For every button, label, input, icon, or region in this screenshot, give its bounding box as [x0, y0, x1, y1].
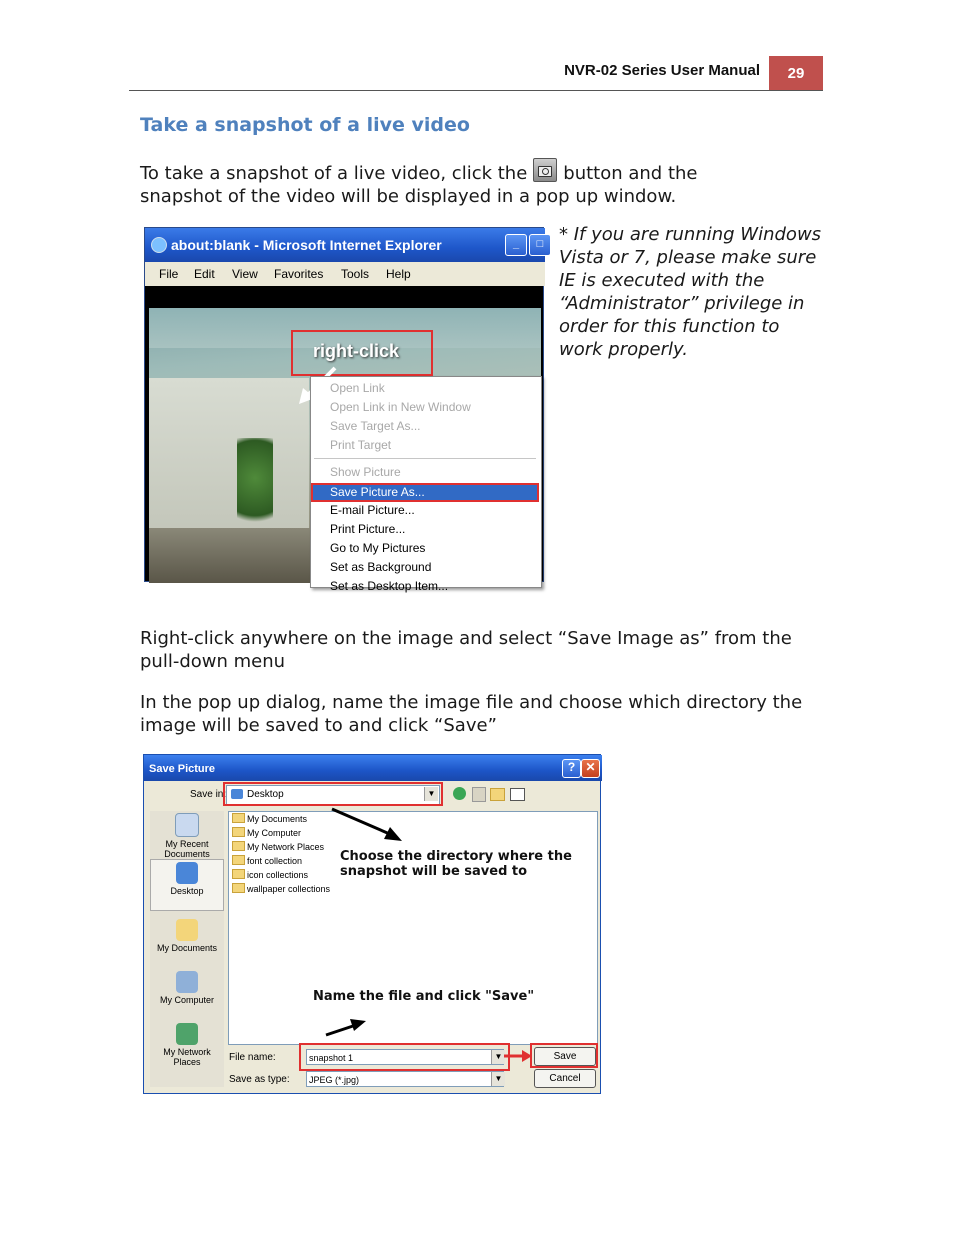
page-number: 29 [769, 56, 823, 90]
file-name-highlight [299, 1043, 510, 1071]
place-my-network-places[interactable] [150, 1023, 224, 1067]
close-icon[interactable]: ✕ [581, 759, 600, 778]
ie-logo-icon [151, 237, 167, 253]
dialog-paragraph: In the pop up dialog, name the image file and choose which directory the image will be saved to and click “Save” [140, 692, 803, 736]
intro-text-before: To take a snapshot of a live video, click the [140, 163, 528, 184]
up-folder-icon[interactable] [472, 787, 486, 802]
maximize-icon[interactable]: □ [529, 234, 551, 256]
ctx-print-picture[interactable]: Print Picture... [330, 522, 406, 536]
camera-icon [533, 158, 557, 182]
filename-arrow-icon [324, 1017, 374, 1039]
ctx-email-picture[interactable]: E-mail Picture... [330, 503, 415, 517]
place-my-computer[interactable] [150, 971, 224, 1005]
chevron-down-icon[interactable]: ▼ [491, 1050, 505, 1064]
menu-favorites[interactable]: Favorites [274, 267, 324, 281]
view-menu-icon[interactable] [510, 788, 525, 801]
header-divider [129, 90, 823, 91]
ie-window-title: about:blank - Microsoft Internet Explorer [171, 237, 442, 253]
file-list [228, 811, 598, 1045]
file-item[interactable]: wallpaper collections [232, 882, 330, 896]
vista-note: * If you are running Windows Vista or 7, please make sure IE is executed with the “Administrator” privilege in order for this function to work properly. [559, 224, 822, 360]
intro-text-after: button and the [563, 163, 698, 184]
place-label: My Network Places [163, 1047, 211, 1067]
ie-screenshot [144, 227, 544, 593]
intro-paragraph [140, 158, 820, 208]
right-click-paragraph: Right-click anywhere on the image and select “Save Image as” from the pull-down menu [140, 628, 792, 672]
desktop-icon [176, 862, 198, 884]
menu-view[interactable]: View [232, 267, 258, 281]
place-label: My Recent Documents [164, 839, 210, 859]
directory-annotation: Choose the directory where the snapshot will be saved to [340, 849, 572, 879]
ctx-open-link: Open Link [330, 381, 385, 395]
file-item[interactable]: icon collections [232, 868, 308, 882]
my-computer-icon [176, 971, 198, 993]
ctx-print-target: Print Target [330, 438, 392, 452]
places-bar [150, 811, 224, 1087]
ctx-save-picture-as[interactable] [311, 483, 539, 502]
new-folder-icon[interactable] [490, 788, 505, 801]
ie-titlebar [145, 228, 545, 262]
save-as-type-label: Save as type: [229, 1074, 290, 1085]
cancel-button[interactable]: Cancel [534, 1069, 596, 1088]
directory-arrow-icon [330, 805, 410, 845]
place-label: Desktop [170, 886, 204, 896]
save-as-type-select[interactable]: JPEG (*.jpg) [306, 1071, 504, 1087]
manual-title: NVR-02 Series User Manual [564, 62, 760, 79]
ctx-set-as-background[interactable]: Set as Background [330, 560, 432, 574]
file-name-label: File name: [229, 1052, 276, 1063]
file-item[interactable]: My Network Places [232, 840, 324, 854]
video-plant [237, 438, 273, 538]
place-desktop[interactable] [150, 859, 224, 911]
ctx-separator [314, 458, 536, 459]
intro-text-line2: snapshot of the video will be displayed in a pop up window. [140, 186, 677, 207]
chevron-down-icon[interactable]: ▼ [424, 787, 438, 801]
filename-annotation: Name the file and click "Save" [313, 989, 535, 1004]
ctx-set-as-desktop-item[interactable]: Set as Desktop Item... [330, 579, 449, 593]
chevron-down-icon[interactable]: ▼ [491, 1072, 505, 1086]
save-in-label: Save in: [190, 789, 227, 800]
video-top-bar [149, 286, 541, 308]
place-my-recent-documents[interactable] [150, 813, 224, 859]
save-button-highlight [530, 1043, 598, 1068]
save-in-value: Desktop [247, 789, 284, 800]
menu-tools[interactable]: Tools [341, 267, 370, 281]
help-icon[interactable]: ? [562, 759, 581, 778]
place-my-documents[interactable] [150, 919, 224, 953]
ctx-show-picture: Show Picture [330, 465, 401, 479]
save-in-highlight [223, 782, 443, 806]
save-picture-dialog [143, 754, 601, 1094]
place-label: My Documents [156, 943, 218, 953]
save-button[interactable]: Save [534, 1047, 596, 1066]
file-name-input[interactable]: snapshot 1 [306, 1049, 504, 1065]
ctx-open-link-new-window: Open Link in New Window [330, 400, 471, 414]
file-item[interactable]: My Documents [232, 812, 307, 826]
ctx-save-target: Save Target As... [330, 419, 421, 433]
place-label: My Computer [159, 995, 214, 1005]
recent-documents-icon [175, 813, 199, 837]
dialog-titlebar [144, 755, 602, 781]
context-menu [310, 376, 542, 593]
menu-file[interactable]: File [159, 267, 179, 281]
right-click-label: right-click [313, 341, 400, 361]
file-item[interactable]: font collection [232, 854, 302, 868]
my-documents-icon [176, 919, 198, 941]
ie-menubar [145, 262, 545, 286]
menu-help[interactable]: Help [386, 267, 411, 281]
ctx-save-picture-label: Save Picture As... [330, 485, 425, 499]
ctx-go-to-my-pictures[interactable]: Go to My Pictures [330, 541, 426, 555]
minimize-icon[interactable]: _ [505, 234, 527, 256]
back-icon[interactable] [453, 787, 466, 800]
dialog-title: Save Picture [149, 763, 216, 775]
section-heading: Take a snapshot of a live video [140, 114, 470, 136]
menu-edit[interactable]: Edit [194, 267, 215, 281]
file-item[interactable]: My Computer [232, 826, 301, 840]
network-places-icon [176, 1023, 198, 1045]
